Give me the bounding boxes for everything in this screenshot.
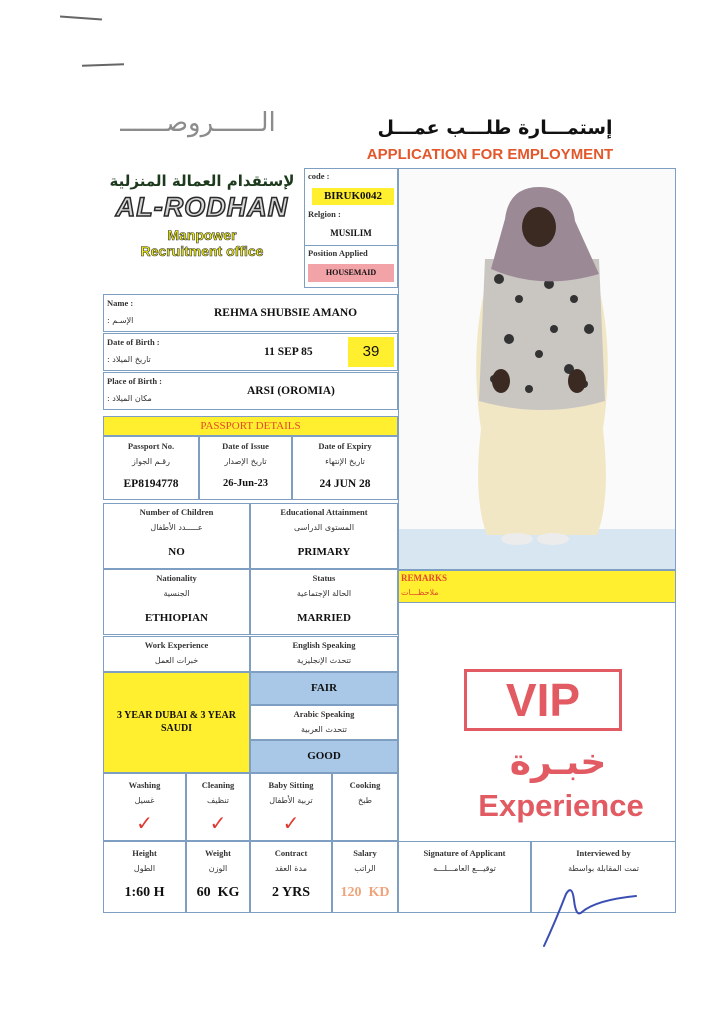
passport-expiry-value: 24 JUN 28 xyxy=(319,478,371,490)
dob-value: 11 SEP 85 xyxy=(264,346,313,358)
religion-label: Relgion : xyxy=(308,209,341,219)
education-label-ar: المستوى الدراسى xyxy=(293,523,355,532)
code-value: BIRUK0042 xyxy=(312,188,394,205)
pob-value: ARSI (OROMIA) xyxy=(247,385,335,397)
status-label-ar: الحالة الإجتماعية xyxy=(296,589,352,598)
contract-value: 2 YRS xyxy=(272,885,310,900)
passport-no-label: Passport No. xyxy=(127,441,175,451)
scan-mark xyxy=(60,16,102,21)
name-value: REHMA SHUBSIE AMANO xyxy=(214,307,358,319)
checkmark-icon: ✓ xyxy=(136,811,153,835)
logo-name: AL-RODHAN xyxy=(115,192,289,222)
weight-value: 60 KG xyxy=(196,885,240,900)
pob-row xyxy=(103,372,398,410)
passport-title: PASSPORT DETAILS xyxy=(103,416,398,436)
interviewed-label-ar: تمت المقابلة بواسطة xyxy=(568,864,639,873)
salary-label: Salary xyxy=(353,848,377,858)
education-cell xyxy=(250,503,398,569)
passport-issue-cell xyxy=(199,436,292,500)
passport-no-cell xyxy=(103,436,199,500)
applicant-photo xyxy=(398,168,676,570)
passport-no-label-ar: رقـم الجواز xyxy=(132,457,170,466)
salary-label-ar: الراتب xyxy=(354,864,376,873)
passport-expiry-cell xyxy=(292,436,398,500)
nationality-label: Nationality xyxy=(156,573,197,583)
dob-label: Date of Birth : xyxy=(107,337,160,347)
code-box xyxy=(304,168,398,288)
pob-label: Place of Birth : xyxy=(107,376,162,386)
weight-cell xyxy=(186,841,250,913)
skill-label-ar: تربية الأطفال xyxy=(269,796,313,805)
remarks-cell xyxy=(398,570,676,603)
interviewer-signature xyxy=(536,880,646,952)
height-label: Height xyxy=(132,848,157,858)
passport-no-value: EP8194778 xyxy=(123,478,179,490)
signature-label-ar: توقيـــع العامـــلـــه xyxy=(433,864,496,873)
signature-label: Signature of Applicant xyxy=(423,848,506,858)
height-label-ar: الطول xyxy=(133,864,156,873)
passport-issue-value: 26-Jun-23 xyxy=(223,478,268,489)
children-label: Number of Children xyxy=(139,507,214,517)
skill-label-ar: طبخ xyxy=(358,796,372,805)
work-label: Work Experience xyxy=(144,640,209,650)
salary-value: 120 KD xyxy=(340,885,390,900)
position-label: Position Applied xyxy=(308,248,368,258)
arabic-label-ar: تتحدث العربية xyxy=(301,725,347,734)
skill-washing xyxy=(103,773,186,841)
status-cell xyxy=(250,569,398,635)
education-value: PRIMARY xyxy=(297,546,351,558)
nationality-cell xyxy=(103,569,250,635)
person-photo-illustration xyxy=(399,169,675,569)
office-name-ar: الــــــروصــــــ xyxy=(120,108,276,138)
arabic-label-cell xyxy=(250,705,398,740)
height-value: 1:60 H xyxy=(124,885,165,900)
logo-line1: Manpower xyxy=(167,227,237,243)
passport-expiry-label-ar: تاريخ الإنتهاء xyxy=(325,457,365,466)
weight-label: Weight xyxy=(205,848,231,858)
form-title-ar: إستمـــارة طلـــب عمـــل xyxy=(377,117,613,139)
english-value: FAIR xyxy=(250,672,398,705)
education-label: Educational Attainment xyxy=(280,507,368,517)
interviewed-label: Interviewed by xyxy=(576,848,631,858)
skill-cooking xyxy=(332,773,398,841)
salary-cell xyxy=(332,841,398,913)
skill-label-ar: غسيل xyxy=(134,796,155,805)
checkmark-icon: ✓ xyxy=(282,811,300,835)
nationality-label-ar: الجنسية xyxy=(163,589,190,598)
arabic-value: GOOD xyxy=(250,740,398,773)
children-value: NO xyxy=(168,546,185,558)
pob-label-ar: : مكان الميلاد xyxy=(107,394,152,403)
work-label-ar: خبرات العمل xyxy=(154,656,199,665)
remarks-label-ar: ملاحظـــات xyxy=(401,588,439,597)
vip-stamp: VIP xyxy=(464,669,622,731)
checkmark-icon: ✓ xyxy=(209,811,227,835)
english-label-cell xyxy=(250,636,398,672)
nationality-value: ETHIOPIAN xyxy=(145,612,208,624)
contract-label: Contract xyxy=(274,848,308,858)
status-value: MARRIED xyxy=(297,612,351,624)
work-value-cell xyxy=(103,672,250,773)
signature-cell xyxy=(398,841,531,913)
english-label-ar: تتحدث الإنجليزية xyxy=(296,656,352,665)
passport-issue-label-ar: تاريخ الإصدار xyxy=(224,457,267,466)
code-label: code : xyxy=(308,171,330,181)
skill-label: Baby Sitting xyxy=(268,780,314,790)
form-title-en: APPLICATION FOR EMPLOYMENT xyxy=(366,146,614,163)
name-row xyxy=(103,294,398,332)
english-label: English Speaking xyxy=(292,640,356,650)
skill-baby-sitting xyxy=(250,773,332,841)
contract-cell xyxy=(250,841,332,913)
children-label-ar: عـــــدد الأطفال xyxy=(150,523,203,532)
religion-value: MUSILIM xyxy=(330,228,372,238)
experience-stamp-ar: خبـرة xyxy=(509,742,607,783)
dob-row xyxy=(103,333,398,371)
work-value: 3 YEAR DUBAI & 3 YEAR SAUDI xyxy=(117,710,236,734)
dob-label-ar: : تاريخ الميلاد xyxy=(107,355,151,364)
name-label-ar: : الإسـم xyxy=(107,316,134,325)
weight-label-ar: الوزن xyxy=(208,864,228,873)
experience-stamp-en: Experience xyxy=(478,788,644,823)
position-value: HOUSEMAID xyxy=(308,264,394,282)
skill-label: Cleaning xyxy=(201,780,235,790)
height-cell xyxy=(103,841,186,913)
skill-cleaning xyxy=(186,773,250,841)
arabic-label: Arabic Speaking xyxy=(293,709,355,719)
remarks-label: REMARKS xyxy=(401,573,448,583)
work-label-cell xyxy=(103,636,250,672)
logo xyxy=(104,168,300,282)
logo-subtitle-ar: لإستقدام العمالة المنزلية xyxy=(109,172,295,190)
skill-label: Washing xyxy=(128,780,161,790)
skill-label-ar: تنظيف xyxy=(207,796,229,805)
status-label: Status xyxy=(312,573,336,583)
children-cell xyxy=(103,503,250,569)
scan-mark xyxy=(82,63,124,66)
contract-label-ar: مدة العقد xyxy=(275,864,307,873)
passport-expiry-label: Date of Expiry xyxy=(318,441,372,451)
name-label: Name : xyxy=(107,298,134,308)
skill-label: Cooking xyxy=(349,780,381,790)
passport-issue-label: Date of Issue xyxy=(222,441,269,451)
logo-line2: Recruitment office xyxy=(140,243,264,259)
age-value: 39 xyxy=(348,337,394,367)
